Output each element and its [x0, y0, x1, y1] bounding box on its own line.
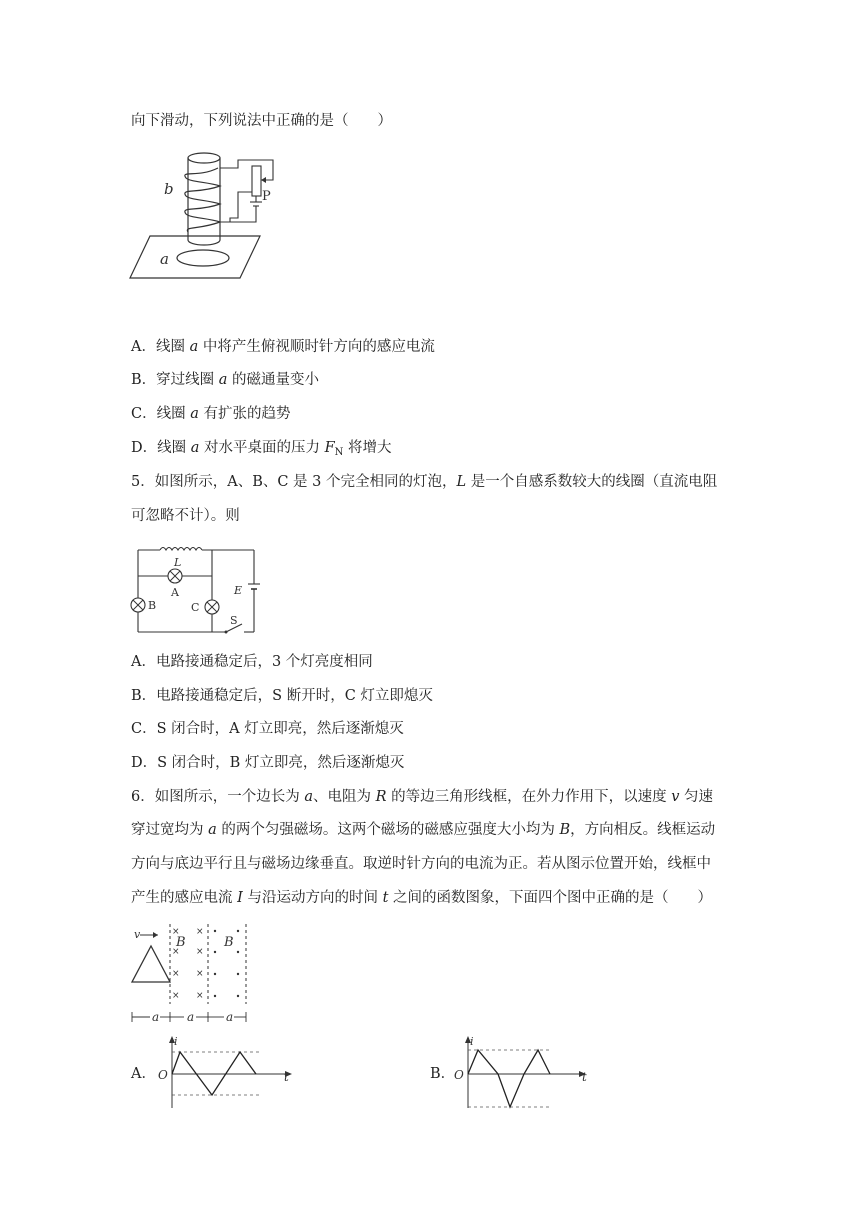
label-s: S	[230, 614, 238, 627]
svg-text:×: ×	[172, 991, 180, 1001]
svg-text:×: ×	[172, 947, 180, 957]
label-l: L	[174, 556, 182, 569]
q5-stem-line1: 5．如图所示，A、B、C 是 3 个完全相同的灯泡，L 是一个自感系数较大的线圈（直流电阻	[131, 474, 718, 490]
label-width-a3: a	[226, 1010, 234, 1024]
label-e: E	[234, 584, 243, 597]
label-v: v	[134, 928, 141, 941]
graph-b-axis-t: t	[582, 1070, 587, 1084]
table-plane	[130, 236, 260, 278]
label-field-b2: B	[224, 935, 234, 950]
triangle-frame	[132, 946, 170, 982]
svg-text:×: ×	[196, 969, 204, 979]
q5-option-d[interactable]: D．S 闭合时，B 灯立即亮，然后逐渐熄灭	[131, 755, 405, 771]
rheostat	[252, 166, 261, 196]
label-b: b	[164, 180, 174, 198]
graph-a-axis-i: i	[174, 1035, 178, 1048]
label-field-b1: B	[176, 935, 186, 950]
graph-b-axis-i: i	[470, 1035, 474, 1048]
label-lamp-b: B	[148, 599, 157, 612]
q4-option-b[interactable]: B．穿过线圈 a 的磁通量变小	[131, 372, 320, 388]
svg-text:×: ×	[196, 947, 204, 957]
q6-stem-line2: 穿过宽均为 a 的两个匀强磁场。这两个磁场的磁感应强度大小均为 B，方向相反。线框运动	[131, 822, 716, 838]
q6-field-figure	[128, 920, 254, 1028]
svg-text:×: ×	[172, 969, 180, 979]
q6-graph-b[interactable]	[452, 1034, 602, 1112]
q5-option-a[interactable]: A．电路接通稳定后，3 个灯亮度相同	[131, 654, 373, 670]
svg-text:×: ×	[196, 927, 204, 937]
q5-option-c[interactable]: C．S 闭合时，A 灯立即亮，然后逐渐熄灭	[131, 721, 404, 737]
lamp-b	[131, 598, 145, 612]
label-lamp-c: C	[191, 601, 200, 614]
graph-a-axis-t: t	[284, 1070, 289, 1084]
lamp-a	[168, 569, 182, 583]
q5-stem-line2: 可忽略不计）。则	[131, 508, 240, 524]
lamp-c	[205, 600, 219, 614]
inductor-l	[160, 548, 202, 551]
graph-b-curve	[468, 1050, 550, 1107]
label-width-a1: a	[152, 1010, 160, 1024]
label-a: a	[160, 250, 169, 268]
q4-option-c[interactable]: C．线圈 a 有扩张的趋势	[131, 406, 291, 422]
q6-stem-line4: 产生的感应电流 I 与沿运动方向的时间 t 之间的函数图象，下面四个图中正确的是（ ）	[131, 890, 712, 906]
q6-stem-line1: 6．如图所示，一个边长为 a、电阻为 R 的等边三角形线框，在外力作用下，以速度 v 匀速	[131, 789, 714, 805]
graph-b-origin: O	[454, 1068, 464, 1082]
q4-option-d[interactable]: D．线圈 a 对水平桌面的压力 $F_N$ 将增大	[131, 440, 392, 458]
label-lamp-a: A	[171, 586, 179, 599]
label-p: P	[262, 189, 271, 204]
q4-option-a[interactable]: A．线圈 a 中将产生俯视顺时针方向的感应电流	[131, 339, 435, 355]
q5-circuit-figure	[130, 544, 270, 636]
svg-text:×: ×	[196, 991, 204, 1001]
q5-option-b[interactable]: B．电路接通稳定后，S 断开时，C 灯立即熄灭	[131, 688, 433, 704]
graph-a-origin: O	[158, 1068, 168, 1082]
label-width-a2: a	[187, 1010, 195, 1024]
q6-option-b-label[interactable]: B．	[430, 1066, 456, 1082]
q4-coil-figure	[128, 148, 271, 283]
svg-text:×: ×	[172, 927, 180, 937]
q6-option-a-label[interactable]: A．	[131, 1066, 156, 1082]
q4-stem-tail: 向下滑动，下列说法中正确的是（ ）	[131, 113, 392, 129]
coil-windings	[185, 168, 220, 232]
ring-a	[177, 250, 229, 266]
q6-graph-a[interactable]	[152, 1034, 302, 1112]
q6-stem-line3: 方向与底边平行且与磁场边缘垂直。取逆时针方向的电流为正。若从图示位置开始，线框中	[131, 856, 711, 872]
